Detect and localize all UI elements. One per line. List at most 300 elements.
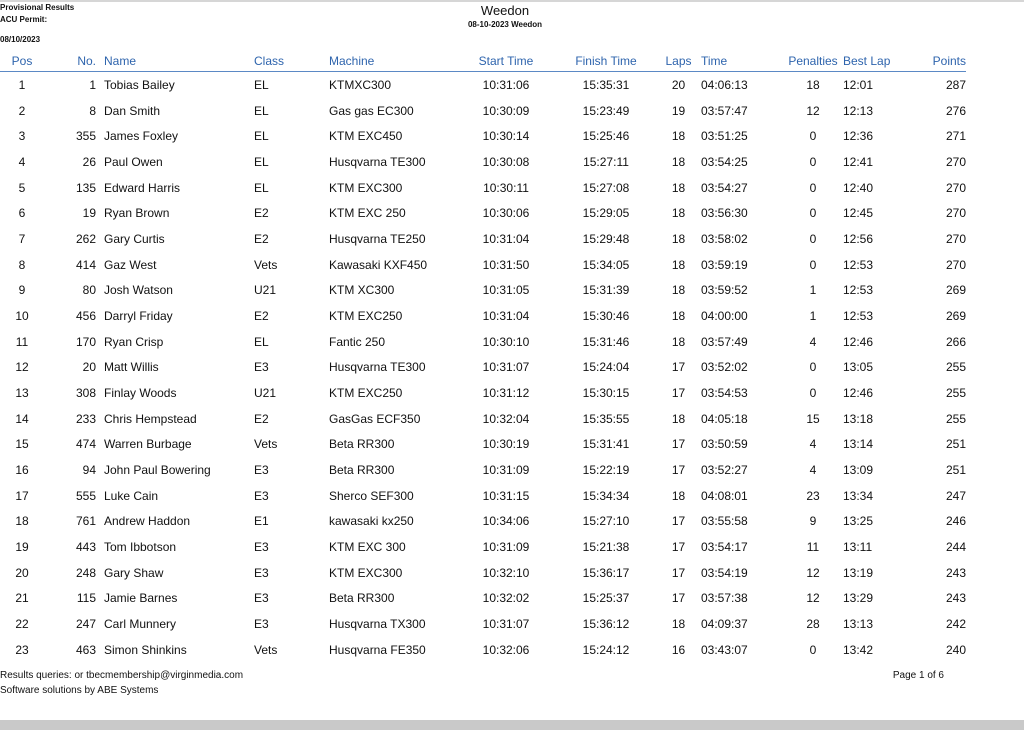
cell-penalties: 0 xyxy=(809,206,817,221)
cell-start-time: 10:31:50 xyxy=(482,257,530,272)
cell-time: 03:57:47 xyxy=(701,103,748,118)
results-queries-text: Results queries: or tbecmembership@virginmedia.com xyxy=(0,670,244,681)
cell-best-lap: 12:36 xyxy=(843,129,874,144)
cell-start-time: 10:31:07 xyxy=(482,616,530,631)
cell-points: 276 xyxy=(945,103,966,118)
cell-pos: 7 xyxy=(18,231,26,246)
cell-best-lap: 13:13 xyxy=(843,616,874,631)
cell-class: U21 xyxy=(254,283,277,298)
cell-finish-time: 15:31:39 xyxy=(582,283,630,298)
cell-spacer xyxy=(96,72,104,98)
cell-spacer xyxy=(96,380,104,406)
cell-name: Simon Shinkins xyxy=(104,642,187,657)
cell-points: 271 xyxy=(945,129,966,144)
cell-start-time: 10:31:04 xyxy=(482,308,530,323)
cell-finish-time: 15:29:48 xyxy=(582,231,630,246)
cell-no: 8 xyxy=(89,103,96,118)
header-penalties: Penalties xyxy=(788,54,838,68)
cell-best-lap: 12:53 xyxy=(843,283,874,298)
cell-pos: 20 xyxy=(15,565,29,580)
cell-pos: 23 xyxy=(15,642,29,657)
cell-points: 270 xyxy=(945,180,966,195)
cell-best-lap: 12:46 xyxy=(843,385,874,400)
header-points: Points xyxy=(932,54,966,68)
provisional-results-label: Provisional Results xyxy=(0,3,75,12)
cell-penalties: 12 xyxy=(806,591,820,606)
cell-best-lap: 13:25 xyxy=(843,514,874,529)
cell-class: E2 xyxy=(254,411,269,426)
cell-time: 04:09:37 xyxy=(701,616,748,631)
cell-machine: Husqvarna TE300 xyxy=(329,154,426,169)
cell-points: 269 xyxy=(945,283,966,298)
table-row xyxy=(0,534,966,560)
cell-spacer xyxy=(96,123,104,149)
cell-name: Luke Cain xyxy=(104,488,159,503)
cell-penalties: 0 xyxy=(809,231,817,246)
cell-no: 20 xyxy=(82,360,96,375)
cell-penalties: 12 xyxy=(806,565,820,580)
header-class: Class xyxy=(254,54,285,68)
cell-spacer xyxy=(96,637,104,663)
cell-machine: KTM EXC450 xyxy=(329,129,403,144)
table-row xyxy=(0,277,966,303)
cell-points: 255 xyxy=(945,411,966,426)
cell-start-time: 10:30:19 xyxy=(482,437,530,452)
cell-points: 247 xyxy=(945,488,966,503)
cell-spacer xyxy=(96,226,104,252)
cell-finish-time: 15:24:12 xyxy=(582,642,630,657)
cell-class: EL xyxy=(254,154,269,169)
cell-penalties: 28 xyxy=(806,616,820,631)
header-finish-time: Finish Time xyxy=(575,54,637,68)
table-row xyxy=(0,431,966,457)
table-row xyxy=(0,303,966,329)
cell-name: Carl Munnery xyxy=(104,616,177,631)
cell-time: 03:58:02 xyxy=(701,231,748,246)
cell-class: E3 xyxy=(254,539,269,554)
cell-finish-time: 15:23:49 xyxy=(582,103,630,118)
cell-machine: Beta RR300 xyxy=(329,462,395,477)
cell-spacer xyxy=(96,200,104,226)
cell-name: Tom Ibbotson xyxy=(104,539,177,554)
cell-start-time: 10:32:10 xyxy=(482,565,530,580)
table-row xyxy=(0,175,966,201)
cell-best-lap: 13:05 xyxy=(843,360,874,375)
cell-best-lap: 13:34 xyxy=(843,488,874,503)
cell-no: 262 xyxy=(75,231,96,246)
cell-laps: 18 xyxy=(671,308,686,323)
cell-finish-time: 15:22:19 xyxy=(582,462,630,477)
cell-pos: 17 xyxy=(15,488,29,503)
cell-points: 266 xyxy=(945,334,966,349)
cell-machine: Husqvarna TE300 xyxy=(329,360,426,375)
cell-class: EL xyxy=(254,334,269,349)
cell-name: Paul Owen xyxy=(104,154,163,169)
cell-pos: 9 xyxy=(18,283,26,298)
cell-penalties: 4 xyxy=(809,462,817,477)
cell-pos: 19 xyxy=(15,539,29,554)
cell-pos: 13 xyxy=(15,385,29,400)
cell-laps: 18 xyxy=(671,257,686,272)
cell-finish-time: 15:31:46 xyxy=(582,334,630,349)
cell-laps: 18 xyxy=(671,411,686,426)
cell-laps: 20 xyxy=(671,77,686,92)
cell-finish-time: 15:27:08 xyxy=(582,180,630,195)
cell-no: 94 xyxy=(82,462,96,477)
cell-start-time: 10:31:09 xyxy=(482,462,530,477)
cell-name: Ryan Crisp xyxy=(104,334,164,349)
cell-name: Finlay Woods xyxy=(104,385,177,400)
cell-points: 243 xyxy=(945,565,966,580)
header-no: No. xyxy=(77,54,96,68)
cell-name: Darryl Friday xyxy=(104,308,173,323)
cell-penalties: 0 xyxy=(809,642,817,657)
cell-pos: 6 xyxy=(18,206,26,221)
header-laps: Laps xyxy=(665,54,692,68)
table-header-row xyxy=(0,51,966,72)
cell-machine: KTM EXC250 xyxy=(329,308,403,323)
cell-finish-time: 15:36:12 xyxy=(582,616,630,631)
cell-time: 03:52:02 xyxy=(701,360,748,375)
cell-no: 248 xyxy=(75,565,96,580)
cell-time: 03:54:19 xyxy=(701,565,748,580)
cell-best-lap: 13:18 xyxy=(843,411,874,426)
cell-spacer xyxy=(96,175,104,201)
cell-name: Warren Burbage xyxy=(104,437,192,452)
cell-points: 251 xyxy=(945,462,966,477)
header-time: Time xyxy=(701,54,728,68)
cell-points: 269 xyxy=(945,308,966,323)
cell-time: 03:59:19 xyxy=(701,257,748,272)
cell-time: 03:50:59 xyxy=(701,437,748,452)
cell-name: Gaz West xyxy=(104,257,157,272)
cell-class: Vets xyxy=(254,642,278,657)
cell-time: 04:00:00 xyxy=(701,308,748,323)
cell-start-time: 10:30:10 xyxy=(482,334,530,349)
cell-laps: 18 xyxy=(671,154,686,169)
header-spacer xyxy=(96,51,104,72)
table-row xyxy=(0,98,966,124)
cell-machine: KTM EXC 300 xyxy=(329,539,406,554)
cell-laps: 18 xyxy=(671,334,686,349)
cell-start-time: 10:31:04 xyxy=(482,231,530,246)
cell-name: Gary Curtis xyxy=(104,231,165,246)
header-start-time: Start Time xyxy=(478,54,534,68)
cell-pos: 10 xyxy=(15,308,29,323)
header-machine: Machine xyxy=(329,54,375,68)
cell-pos: 8 xyxy=(18,257,26,272)
cell-best-lap: 12:45 xyxy=(843,206,874,221)
cell-class: E3 xyxy=(254,565,269,580)
cell-spacer xyxy=(96,303,104,329)
cell-penalties: 9 xyxy=(809,514,817,529)
cell-laps: 18 xyxy=(671,616,686,631)
bottom-scroll-edge xyxy=(0,720,1024,730)
cell-no: 19 xyxy=(82,206,96,221)
cell-time: 04:05:18 xyxy=(701,411,748,426)
cell-points: 244 xyxy=(945,539,966,554)
cell-laps: 17 xyxy=(671,437,686,452)
cell-start-time: 10:31:15 xyxy=(482,488,530,503)
cell-no: 474 xyxy=(75,437,96,452)
cell-time: 04:06:13 xyxy=(701,77,748,92)
cell-pos: 14 xyxy=(15,411,29,426)
cell-penalties: 23 xyxy=(806,488,820,503)
cell-finish-time: 15:21:38 xyxy=(582,539,630,554)
cell-laps: 17 xyxy=(671,591,686,606)
cell-machine: KTM XC300 xyxy=(329,283,395,298)
cell-time: 03:57:49 xyxy=(701,334,748,349)
cell-start-time: 10:31:12 xyxy=(482,385,530,400)
results-body xyxy=(0,72,966,663)
cell-class: Vets xyxy=(254,257,278,272)
table-row xyxy=(0,252,966,278)
cell-time: 03:59:52 xyxy=(701,283,748,298)
cell-penalties: 4 xyxy=(809,334,817,349)
cell-penalties: 1 xyxy=(809,308,817,323)
cell-finish-time: 15:35:55 xyxy=(582,411,630,426)
cell-time: 03:54:27 xyxy=(701,180,748,195)
cell-points: 240 xyxy=(945,642,966,657)
cell-spacer xyxy=(96,329,104,355)
top-rule xyxy=(0,0,1024,2)
cell-start-time: 10:30:08 xyxy=(482,154,530,169)
cell-spacer xyxy=(96,406,104,432)
cell-pos: 3 xyxy=(18,129,26,144)
table-row xyxy=(0,406,966,432)
cell-machine: kawasaki kx250 xyxy=(329,514,414,529)
cell-class: E2 xyxy=(254,231,269,246)
cell-spacer xyxy=(96,611,104,637)
cell-finish-time: 15:30:46 xyxy=(582,308,630,323)
cell-class: E2 xyxy=(254,206,269,221)
cell-start-time: 10:31:07 xyxy=(482,360,530,375)
cell-class: E3 xyxy=(254,462,269,477)
cell-penalties: 0 xyxy=(809,129,817,144)
cell-best-lap: 13:11 xyxy=(843,539,873,554)
cell-best-lap: 12:53 xyxy=(843,257,874,272)
cell-best-lap: 12:01 xyxy=(843,77,874,92)
cell-start-time: 10:30:06 xyxy=(482,206,530,221)
cell-spacer xyxy=(96,149,104,175)
cell-laps: 18 xyxy=(671,488,686,503)
cell-best-lap: 13:42 xyxy=(843,642,874,657)
cell-spacer xyxy=(96,560,104,586)
cell-start-time: 10:31:06 xyxy=(482,77,530,92)
cell-penalties: 1 xyxy=(809,283,817,298)
cell-no: 308 xyxy=(75,385,96,400)
page-number: Page 1 of 6 xyxy=(892,670,944,681)
cell-start-time: 10:31:09 xyxy=(482,539,530,554)
cell-laps: 17 xyxy=(671,539,686,554)
cell-penalties: 18 xyxy=(806,77,820,92)
cell-penalties: 11 xyxy=(806,539,820,554)
cell-machine: KTM EXC300 xyxy=(329,565,403,580)
cell-pos: 16 xyxy=(15,462,29,477)
cell-points: 287 xyxy=(945,77,966,92)
cell-best-lap: 13:09 xyxy=(843,462,874,477)
acu-permit-label: ACU Permit: xyxy=(0,15,48,24)
cell-class: EL xyxy=(254,129,269,144)
cell-finish-time: 15:29:05 xyxy=(582,206,630,221)
cell-points: 243 xyxy=(945,591,966,606)
cell-name: James Foxley xyxy=(104,129,179,144)
cell-start-time: 10:30:14 xyxy=(482,129,530,144)
cell-spacer xyxy=(96,431,104,457)
cell-no: 456 xyxy=(75,308,96,323)
cell-laps: 17 xyxy=(671,565,686,580)
cell-laps: 18 xyxy=(671,129,686,144)
cell-penalties: 0 xyxy=(809,154,817,169)
cell-spacer xyxy=(96,483,104,509)
cell-time: 03:54:25 xyxy=(701,154,748,169)
cell-machine: Husqvarna FE350 xyxy=(329,642,426,657)
cell-laps: 18 xyxy=(671,231,686,246)
cell-class: E2 xyxy=(254,308,269,323)
cell-pos: 4 xyxy=(18,154,26,169)
cell-class: U21 xyxy=(254,385,277,400)
cell-name: Tobias Bailey xyxy=(104,77,175,92)
cell-finish-time: 15:25:46 xyxy=(582,129,630,144)
cell-laps: 18 xyxy=(671,283,686,298)
software-credit: Software solutions by ABE Systems xyxy=(0,685,159,696)
cell-laps: 18 xyxy=(671,180,686,195)
cell-no: 80 xyxy=(82,283,96,298)
cell-time: 03:55:58 xyxy=(701,514,748,529)
table-row xyxy=(0,637,966,663)
event-date: 08/10/2023 xyxy=(0,35,41,44)
cell-penalties: 0 xyxy=(809,180,817,195)
cell-name: Ryan Brown xyxy=(104,206,170,221)
cell-finish-time: 15:27:11 xyxy=(583,154,629,169)
cell-laps: 17 xyxy=(671,514,686,529)
cell-points: 270 xyxy=(945,154,966,169)
cell-laps: 17 xyxy=(671,385,686,400)
cell-time: 03:54:17 xyxy=(701,539,748,554)
cell-pos: 21 xyxy=(15,591,29,606)
cell-no: 26 xyxy=(82,154,96,169)
cell-name: Josh Watson xyxy=(104,283,173,298)
cell-machine: Beta RR300 xyxy=(329,591,395,606)
cell-class: E3 xyxy=(254,591,269,606)
cell-spacer xyxy=(96,508,104,534)
header-name: Name xyxy=(104,54,137,68)
cell-start-time: 10:32:02 xyxy=(482,591,530,606)
table-row xyxy=(0,483,966,509)
cell-finish-time: 15:34:34 xyxy=(582,488,630,503)
cell-best-lap: 12:40 xyxy=(843,180,874,195)
cell-finish-time: 15:31:41 xyxy=(582,437,630,452)
cell-time: 03:43:07 xyxy=(701,642,748,657)
cell-points: 255 xyxy=(945,385,966,400)
table-row xyxy=(0,149,966,175)
cell-spacer xyxy=(96,354,104,380)
cell-spacer xyxy=(96,252,104,278)
cell-laps: 18 xyxy=(671,206,686,221)
cell-start-time: 10:34:06 xyxy=(482,514,530,529)
cell-machine: GasGas ECF350 xyxy=(329,411,421,426)
cell-pos: 5 xyxy=(18,180,26,195)
cell-pos: 2 xyxy=(18,103,26,118)
cell-penalties: 0 xyxy=(809,257,817,272)
cell-time: 03:57:38 xyxy=(701,591,748,606)
table-row xyxy=(0,380,966,406)
cell-spacer xyxy=(96,457,104,483)
cell-no: 761 xyxy=(75,514,96,529)
cell-best-lap: 12:46 xyxy=(843,334,874,349)
cell-machine: KTM EXC 250 xyxy=(329,206,406,221)
table-row xyxy=(0,329,966,355)
cell-pos: 22 xyxy=(15,616,29,631)
table-row xyxy=(0,585,966,611)
cell-no: 463 xyxy=(75,642,96,657)
results-table xyxy=(0,51,966,662)
cell-penalties: 0 xyxy=(809,360,817,375)
cell-points: 251 xyxy=(945,437,966,452)
cell-penalties: 4 xyxy=(809,437,817,452)
cell-spacer xyxy=(96,585,104,611)
cell-name: Matt Willis xyxy=(104,360,159,375)
cell-best-lap: 12:56 xyxy=(843,231,874,246)
cell-start-time: 10:32:04 xyxy=(482,411,530,426)
cell-machine: Kawasaki KXF450 xyxy=(329,257,428,272)
cell-no: 135 xyxy=(75,180,96,195)
table-row xyxy=(0,508,966,534)
cell-spacer xyxy=(96,98,104,124)
cell-time: 03:51:25 xyxy=(701,129,748,144)
cell-points: 255 xyxy=(945,360,966,375)
page-title: Weedon xyxy=(480,3,530,18)
cell-name: Chris Hempstead xyxy=(104,411,197,426)
cell-finish-time: 15:30:15 xyxy=(582,385,630,400)
cell-machine: KTMXC300 xyxy=(329,77,392,92)
cell-pos: 11 xyxy=(15,334,29,349)
cell-laps: 17 xyxy=(671,462,686,477)
header-best-lap: Best Lap xyxy=(843,54,891,68)
cell-no: 115 xyxy=(76,591,96,606)
cell-class: E3 xyxy=(254,360,269,375)
table-row xyxy=(0,457,966,483)
cell-no: 555 xyxy=(75,488,96,503)
cell-time: 03:54:53 xyxy=(701,385,748,400)
cell-machine: Fantic 250 xyxy=(329,334,386,349)
cell-machine: Husqvarna TX300 xyxy=(329,616,426,631)
cell-machine: Husqvarna TE250 xyxy=(329,231,426,246)
cell-best-lap: 12:53 xyxy=(843,308,874,323)
cell-finish-time: 15:36:17 xyxy=(582,565,630,580)
cell-no: 1 xyxy=(89,77,96,92)
cell-laps: 17 xyxy=(671,360,686,375)
cell-class: Vets xyxy=(254,437,278,452)
cell-class: EL xyxy=(254,103,269,118)
cell-machine: Sherco SEF300 xyxy=(329,488,414,503)
table-row xyxy=(0,72,966,98)
cell-start-time: 10:31:05 xyxy=(482,283,530,298)
cell-class: E1 xyxy=(254,514,269,529)
table-row xyxy=(0,200,966,226)
cell-pos: 1 xyxy=(18,77,26,92)
cell-best-lap: 13:29 xyxy=(843,591,874,606)
table-row xyxy=(0,354,966,380)
cell-best-lap: 12:41 xyxy=(843,154,874,169)
cell-points: 270 xyxy=(945,231,966,246)
cell-name: Dan Smith xyxy=(104,103,161,118)
table-row xyxy=(0,560,966,586)
header-pos: Pos xyxy=(11,54,33,68)
cell-penalties: 15 xyxy=(806,411,820,426)
cell-name: Edward Harris xyxy=(104,180,181,195)
cell-finish-time: 15:25:37 xyxy=(582,591,630,606)
